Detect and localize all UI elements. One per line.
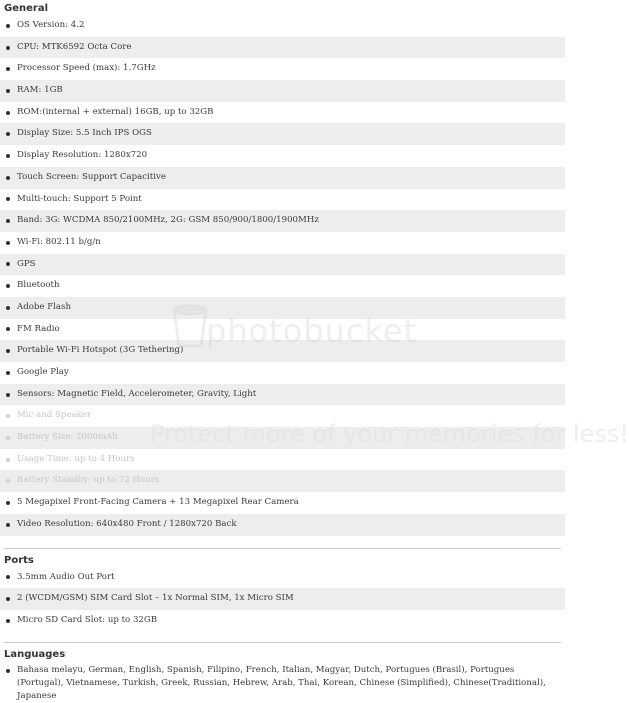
ports-list xyxy=(0,567,565,632)
general-heading: General xyxy=(4,3,48,14)
spec-item: Touch Screen: Support Capacitive xyxy=(0,167,565,189)
spec-item: OS Version: 4.2 xyxy=(0,15,565,37)
spec-item: RAM: 1GB xyxy=(0,80,565,102)
spec-item: Display Resolution: 1280x720 xyxy=(0,145,565,167)
spec-item: Multi-touch: Support 5 Point xyxy=(0,189,565,211)
languages-list: Bahasa melayu, German, English, Spanish, Filipino, French, Italian, Magyar, Dutch, Portugues (Brasil), Portugues (Portugal), Vietnamese, Turkish, Greek, Russian, Hebrew, Arab, Thai, Korean, Chinese (Simplified), Chinese(Traditional), Japanese xyxy=(0,661,565,703)
spec-item: Wi-Fi: 802.11 b/g/n xyxy=(0,232,565,254)
spec-item: Band: 3G: WCDMA 850/2100MHz, 2G: GSM 850/900/1800/1900MHz xyxy=(0,210,565,232)
spec-item: Video Resolution: 640x480 Front / 1280x720 Back xyxy=(0,514,565,536)
spec-item: Google Play xyxy=(0,362,565,384)
watermark-tagline: Protect more of your memories for less! xyxy=(150,420,629,448)
spec-item: Sensors: Magnetic Field, Accelerometer, Gravity, Light xyxy=(0,384,565,406)
spec-item: 2 (WCDM/GSM) SIM Card Slot – 1x Normal SIM, 1x Micro SIM xyxy=(0,588,565,610)
spec-item: Micro SD Card Slot: up to 32GB xyxy=(0,610,565,632)
spec-item: CPU: MTK6592 Octa Core xyxy=(0,37,565,59)
spec-item: Mic and Speaker xyxy=(0,405,565,427)
spec-item: Battery Standby: up to 72 Hours xyxy=(0,470,565,492)
spec-item: ROM:(internal + external) 16GB, up to 32GB xyxy=(0,102,565,124)
watermark-brand: photobucket xyxy=(206,312,418,350)
spec-item: Display Size: 5.5 Inch IPS OGS xyxy=(0,123,565,145)
spec-item: 3.5mm Audio Out Port xyxy=(0,567,565,589)
languages-heading: Languages xyxy=(4,648,66,660)
spec-item: FM Radio xyxy=(0,319,565,341)
spec-item: Bluetooth xyxy=(0,275,565,297)
spec-item: Battery Size: 2000mAh xyxy=(0,427,565,449)
spec-item: Processor Speed (max): 1.7GHz xyxy=(0,58,565,80)
spec-item: Adobe Flash xyxy=(0,297,565,319)
spec-item: 5 Megapixel Front-Facing Camera + 13 Megapixel Rear Camera xyxy=(0,492,565,514)
ports-heading: Ports xyxy=(4,554,34,566)
spec-item: Portable Wi-Fi Hotspot (3G Tethering) xyxy=(0,340,565,362)
spec-item: GPS xyxy=(0,254,565,276)
spec-item: Usage Time: up to 4 Hours xyxy=(0,449,565,471)
general-list xyxy=(0,15,565,536)
